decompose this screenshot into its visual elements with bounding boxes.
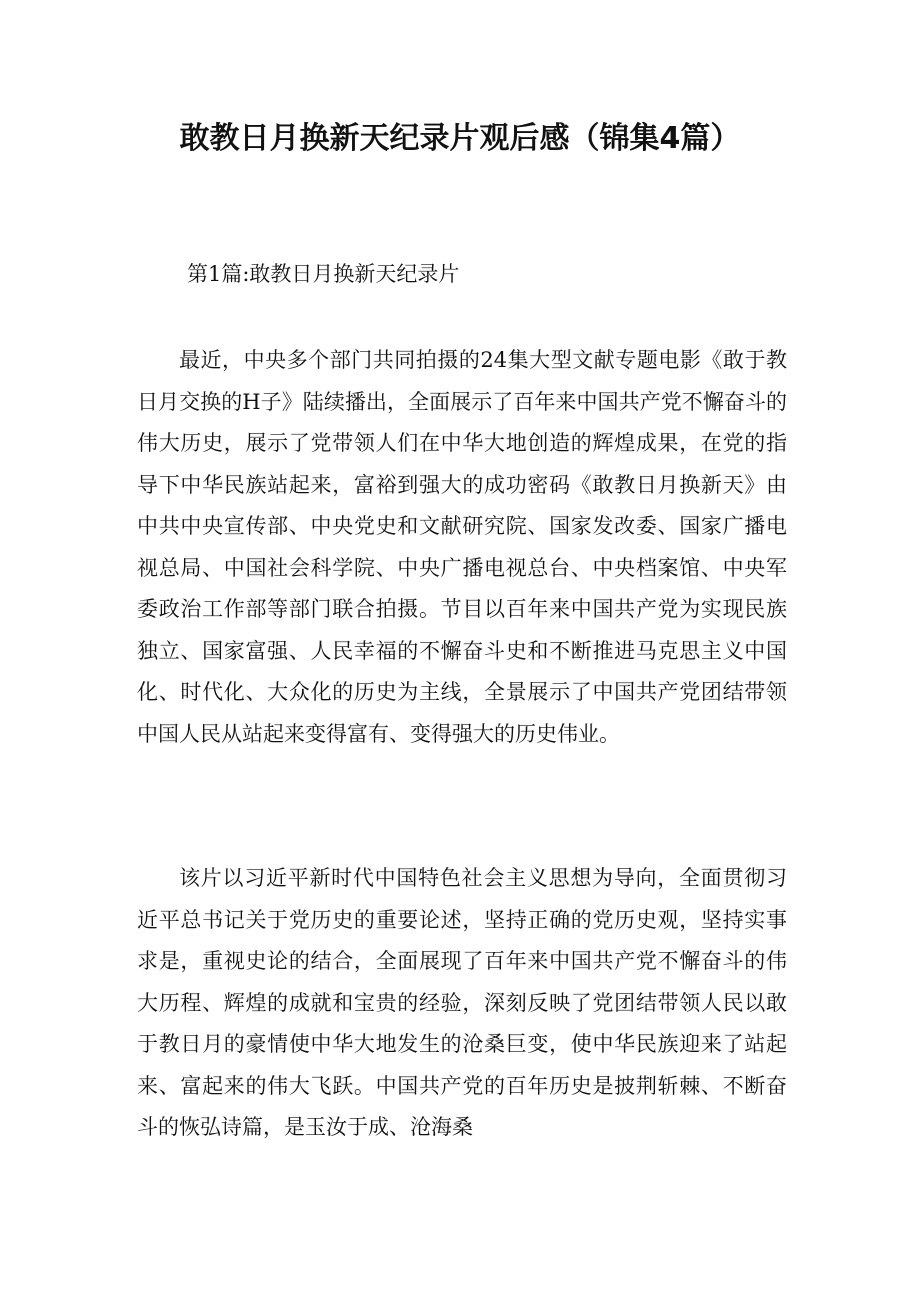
document-title: 敢教日月换新天纪录片观后感（锦集4篇） [179, 121, 741, 156]
paragraph-2: 该片以习近平新时代中国特色社会主义思想为导向，全面贯彻习近平总书记关于党历史的重要论述，坚持正确的党历史观，坚持实事求是，重视史论的结合，全面展现了百年来中国共产党不懈奋斗的伟大历程、辉煌的成就和宝贵的经验，深刻反映了党团结带领人民以敢于教日月的豪情使中华大地发生的沧桑巨变，使中华民族迎来了站起来、富起来的伟大飞跃。中国共产党的百年历史是披荆斩棘、不断奋斗的恢弘诗篇，是玉汝于成、沧海桑 [137, 866, 787, 1139]
section-heading: 第1篇:敢教日月换新天纪录片 [187, 262, 460, 286]
paragraph-1: 最近，中央多个部门共同拍摄的24集大型文献专题电影《敢于教日月交换的H子》陆续播出，全面展示了百年来中国共产党不懈奋斗的伟大历史，展示了党带领人们在中华大地创造的辉煌成果，在党的指导下中华民族站起来，富裕到强大的成功密码《敢教日月换新天》由中共中央宣传部、中央党史和文献研究院、国家发改委、国家广播电视总局、中国社会科学院、中央广播电视总台、中央档案馆、中央军委政治工作部等部门联合拍摄。节目以百年来中国共产党为实现民族独立、国家富强、人民幸福的不懈奋斗史和不断推进马克思主义中国化、时代化、大众化的历史为主线，全景展示了中国共产党团结带领中国人民从站起来变得富有、变得强大的历史伟业。 [137, 348, 787, 746]
